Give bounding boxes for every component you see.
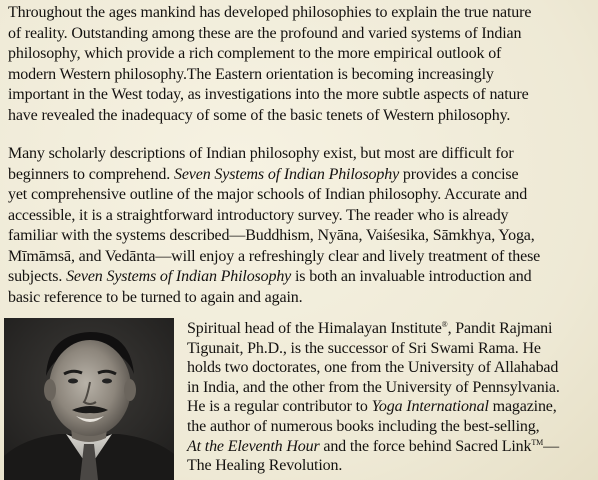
description-paragraph-1 (8, 3, 590, 126)
book-title: Seven Systems of Indian Philosophy (66, 268, 292, 285)
book-title: Seven Systems of Indian Philosophy (173, 165, 400, 183)
text-line: accessible, it is a straightforward introductory survey. The reader who is already (8, 206, 509, 224)
text-line: The Healing Revolution. (187, 457, 343, 475)
text-line: Throughout the ages mankind has developed philosophies to explain the true nature (8, 4, 532, 21)
magazine-title: Yoga International (371, 398, 489, 416)
text-line: Mīmāmsā, and Vedānta—will enjoy a refreshingly clear and lively treatment of these (8, 247, 541, 265)
trademark-mark: TM (531, 437, 544, 447)
text-line: in India, and the other from the University of Pennsylvania. (187, 378, 560, 396)
book-title: At the Eleventh Hour (187, 437, 320, 455)
description-paragraph-2 (8, 144, 590, 308)
text-line (187, 319, 593, 339)
author-photo (4, 318, 174, 480)
author-portrait-image (4, 318, 174, 480)
text-line: basic reference to be turned to again and again. (8, 288, 303, 306)
text-line: philosophy, which provide a rich complement to the more empirical outlook of (8, 45, 502, 62)
text-line: yet comprehensive outline of the major schools of Indian philosophy. Accurate and (8, 186, 528, 203)
text-line: familiar with the systems described—Buddhism, Nyāna, Vaiśesika, Sāmkhya, Yoga, (8, 227, 535, 244)
text-segment: provides a concise (399, 165, 519, 183)
text-line (187, 437, 593, 457)
registered-mark: ® (441, 320, 448, 329)
text-line: modern Western philosophy.The Eastern orientation is becoming increasingly (8, 65, 494, 83)
text-segment: is both an invaluable introduction and (291, 268, 532, 285)
text-line: holds two doctorates, one from the University of Allahabad (187, 359, 559, 377)
text-line: of reality. Outstanding among these are the profound and varied systems of Indian (8, 24, 522, 42)
text-line: the author of numerous books including the best-selling, (187, 417, 540, 435)
text-line (187, 397, 593, 417)
text-line: Tigunait, Ph.D., is the successor of Sri Swami Rama. He (187, 339, 541, 357)
text-segment: beginners to comprehend. (8, 165, 174, 183)
text-segment: , Pandit Rajmani (447, 320, 553, 337)
text-segment: He is a regular contributor to (187, 398, 372, 416)
text-segment: — (543, 437, 559, 455)
text-segment: subjects. (8, 268, 67, 285)
text-line (8, 165, 590, 186)
text-segment: magazine, (488, 398, 557, 416)
text-line: have revealed the inadequacy of some of the basic tenets of Western philosophy. (8, 106, 511, 124)
author-bio (187, 319, 593, 476)
text-line (8, 267, 590, 288)
text-line: important in the West today, as investigations into the more subtle aspects of nature (8, 86, 529, 103)
text-segment: Spiritual head of the Himalayan Institute (187, 320, 442, 337)
text-line: Many scholarly descriptions of Indian philosophy exist, but most are difficult for (8, 145, 514, 162)
text-segment: and the force behind Sacred Link (319, 437, 532, 455)
